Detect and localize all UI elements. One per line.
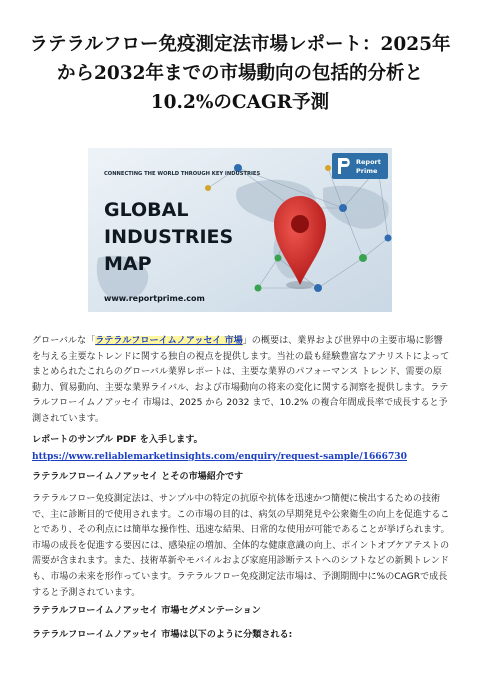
report-prime-logo [332, 153, 388, 179]
hero-headline-map: MAP [104, 253, 152, 275]
sample-section [32, 433, 450, 464]
hero-headline-global: GLOBAL [104, 199, 189, 221]
intro-paragraph: ラテラルフロー免疫測定法は、サンプル中の特定の抗原や抗体を迅速かつ簡便に検出するための技術で、主に診断目的で使用されます。この市場の目的は、病気の早期発見や公衆衛生の向上を促進することであり、その利点には簡単な操作性、迅速な結果、日常的な使用が可能であることが挙げられます。市場の成長を促進する要因には、感染症の増加、全体的な健康意識の向上、ポイントオブケアテストの需要が含まれます。また、技術革新やモバイルおよび家庭用診断テストへのシフトなどの新興トレンドも、市場の未来を形作っています。ラテラルフロー免疫測定法市場は、予測期間中に%のCAGRで成長すると予測されています。 [32, 494, 450, 598]
overview-prefix: グローバルな「 [32, 336, 96, 346]
market-link[interactable]: ラテラルフローイムノアッセイ 市場 [95, 336, 243, 346]
overview-paragraph [32, 334, 450, 428]
world-map-graphic [88, 148, 392, 312]
logo-text-report: Report [356, 158, 381, 166]
hero-tagline: CONNECTING THE WORLD THROUGH KEY INDUSTRIES [104, 171, 261, 177]
hero-website: www.reportprime.com [104, 294, 205, 303]
sample-label: レポートのサンプル PDF を入手します。 [32, 435, 203, 445]
hero-banner-image [88, 148, 392, 312]
intro-heading: ラテラルフローイムノアッセイ とその市場紹介です [32, 472, 244, 482]
segmentation-heading: ラテラルフローイムノアッセイ 市場セグメンテーション [32, 606, 261, 616]
logo-text-prime: Prime [356, 167, 378, 175]
page-title: ラテラルフロー免疫測定法市場レポート：2025年から2032年までの市場動向の包括的分析と10.2%のCAGR予測 [29, 34, 451, 113]
classification-heading: ラテラルフローイムノアッセイ 市場は以下のように分類される: [32, 630, 293, 640]
overview-body: 」の概要は、業界および世界中の主要市場に影響を与える主要なトレンドに関する独自の視点を提供します。当社の最も経験豊富なアナリストによってまとめられたこれらのグローバル業界レポートは、主要な業界のパフォーマンス トレンド、需要の原動力、貿易動向、主要な業界ライバル、および市場動向の将来の変化に関する洞察を提供します。ラテラルフローイムノアッセイ 市場は、2025 から 2032 まで、10.2% の複合年間成長率で成長すると予測されています。 [32, 336, 450, 424]
hero-headline-industries: INDUSTRIES [104, 226, 234, 248]
sample-request-link[interactable]: https://www.reliablemarketinsights.com/enquiry/request-sample/1666730 [32, 450, 407, 462]
